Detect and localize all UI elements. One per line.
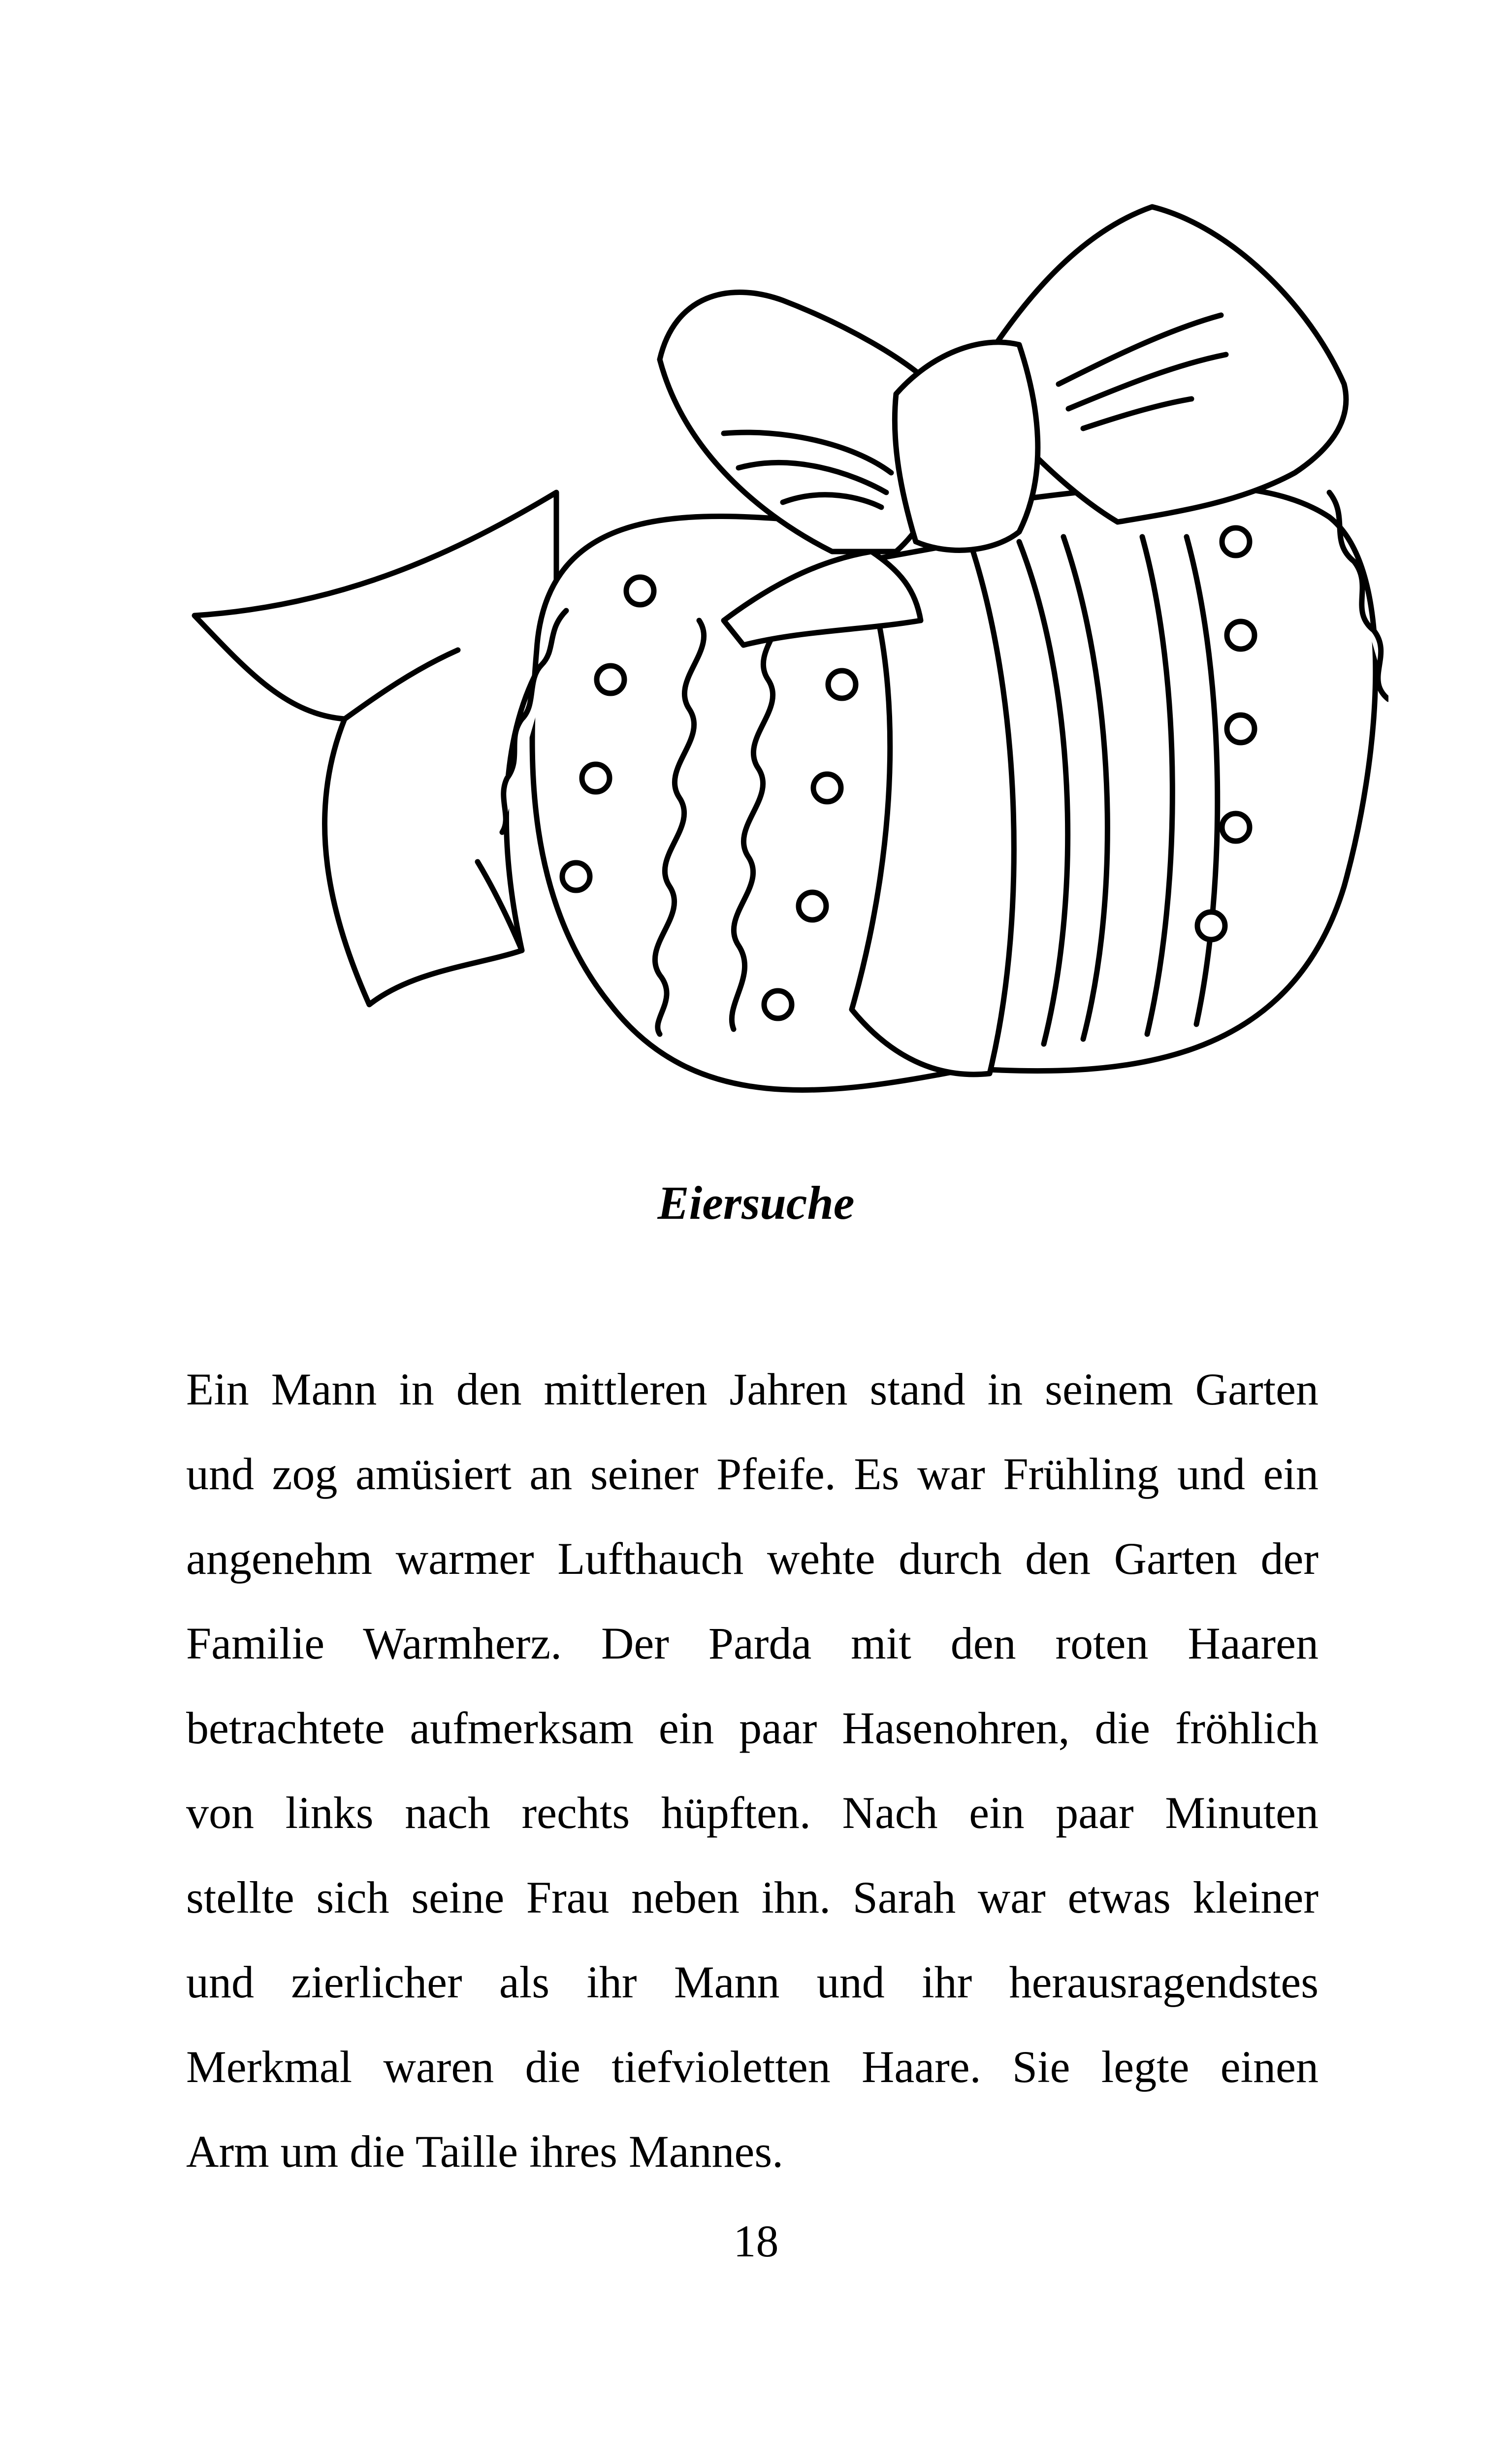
text-line: angenehm warmer Lufthauch wehte durch den Garten der bbox=[186, 1533, 1319, 1584]
chapter-title: Eiersuche bbox=[657, 1176, 855, 1229]
easter-egg-illustration bbox=[182, 197, 1388, 1108]
text-line: von links nach rechts hüpften. Nach ein paar Minuten bbox=[186, 1788, 1319, 1838]
text-line: stellte sich seine Frau neben ihn. Sarah war etwas kleiner bbox=[186, 1872, 1319, 1922]
text-line: und zog amüsiert an seiner Pfeife. Es war Frühling und ein bbox=[186, 1449, 1319, 1499]
page-number: 18 bbox=[733, 2216, 779, 2266]
text-line: betrachtete aufmerksam ein paar Hasenohren, die fröhlich bbox=[186, 1703, 1319, 1753]
body-paragraph bbox=[186, 1347, 1319, 2194]
text-line: Arm um die Taille ihres Mannes. bbox=[186, 2126, 784, 2177]
text-line: Ein Mann in den mittleren Jahren stand in seinem Garten bbox=[186, 1364, 1319, 1414]
text-line: und zierlicher als ihr Mann und ihr herausragendstes bbox=[186, 1957, 1319, 2007]
text-line: Familie Warmherz. Der Parda mit den roten Haaren bbox=[186, 1618, 1319, 1668]
easter-egg-with-bow-icon bbox=[182, 197, 1388, 1108]
text-line: Merkmal waren die tiefvioletten Haare. Sie legte einen bbox=[186, 2042, 1319, 2092]
